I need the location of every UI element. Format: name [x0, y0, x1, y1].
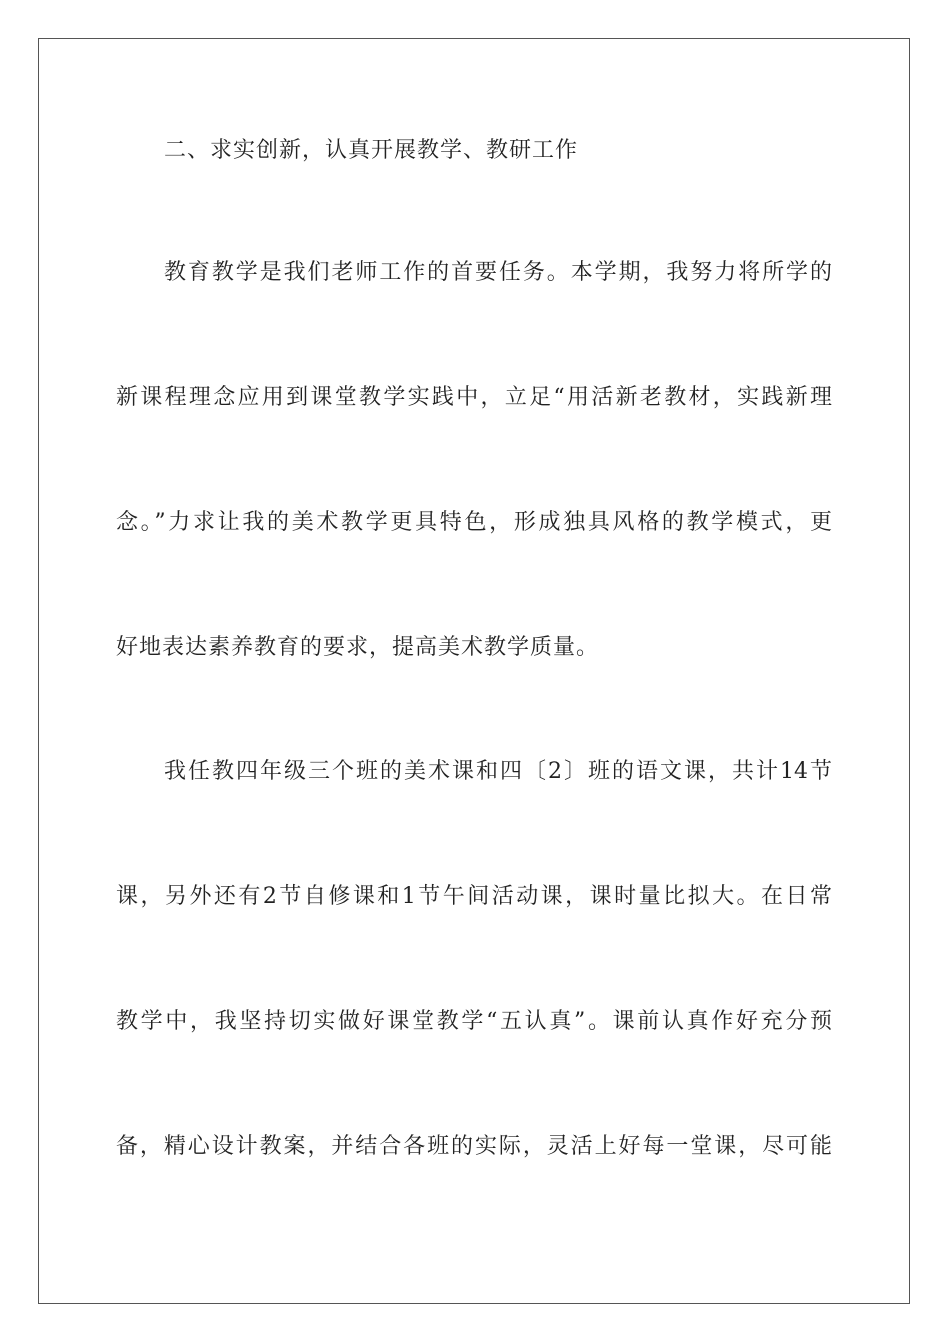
page-border: [38, 38, 910, 1304]
paragraph-line: 念。”力求让我的美术教学更具特色，形成独具风格的教学模式，更: [116, 510, 832, 535]
paragraph-line: 教育教学是我们老师工作的首要任务。本学期，我努力将所学的: [164, 260, 832, 285]
paragraph-line: 好地表达素养教育的要求，提高美术教学质量。: [116, 635, 600, 660]
paragraph-line: 备，精心设计教案，并结合各班的实际，灵活上好每一堂课，尽可能: [116, 1134, 832, 1159]
paragraph-line: 课，另外还有2节自修课和1节午间活动课，课时量比拟大。在日常: [116, 884, 832, 909]
section-heading: 二、求实创新，认真开展教学、教研工作: [164, 138, 579, 163]
paragraph-line: 新课程理念应用到课堂教学实践中，立足“用活新老教材，实践新理: [116, 385, 832, 410]
paragraph-line: 教学中，我坚持切实做好课堂教学“五认真”。课前认真作好充分预: [116, 1009, 832, 1034]
paragraph-line: 我任教四年级三个班的美术课和四〔2〕班的语文课，共计14节: [164, 759, 832, 784]
